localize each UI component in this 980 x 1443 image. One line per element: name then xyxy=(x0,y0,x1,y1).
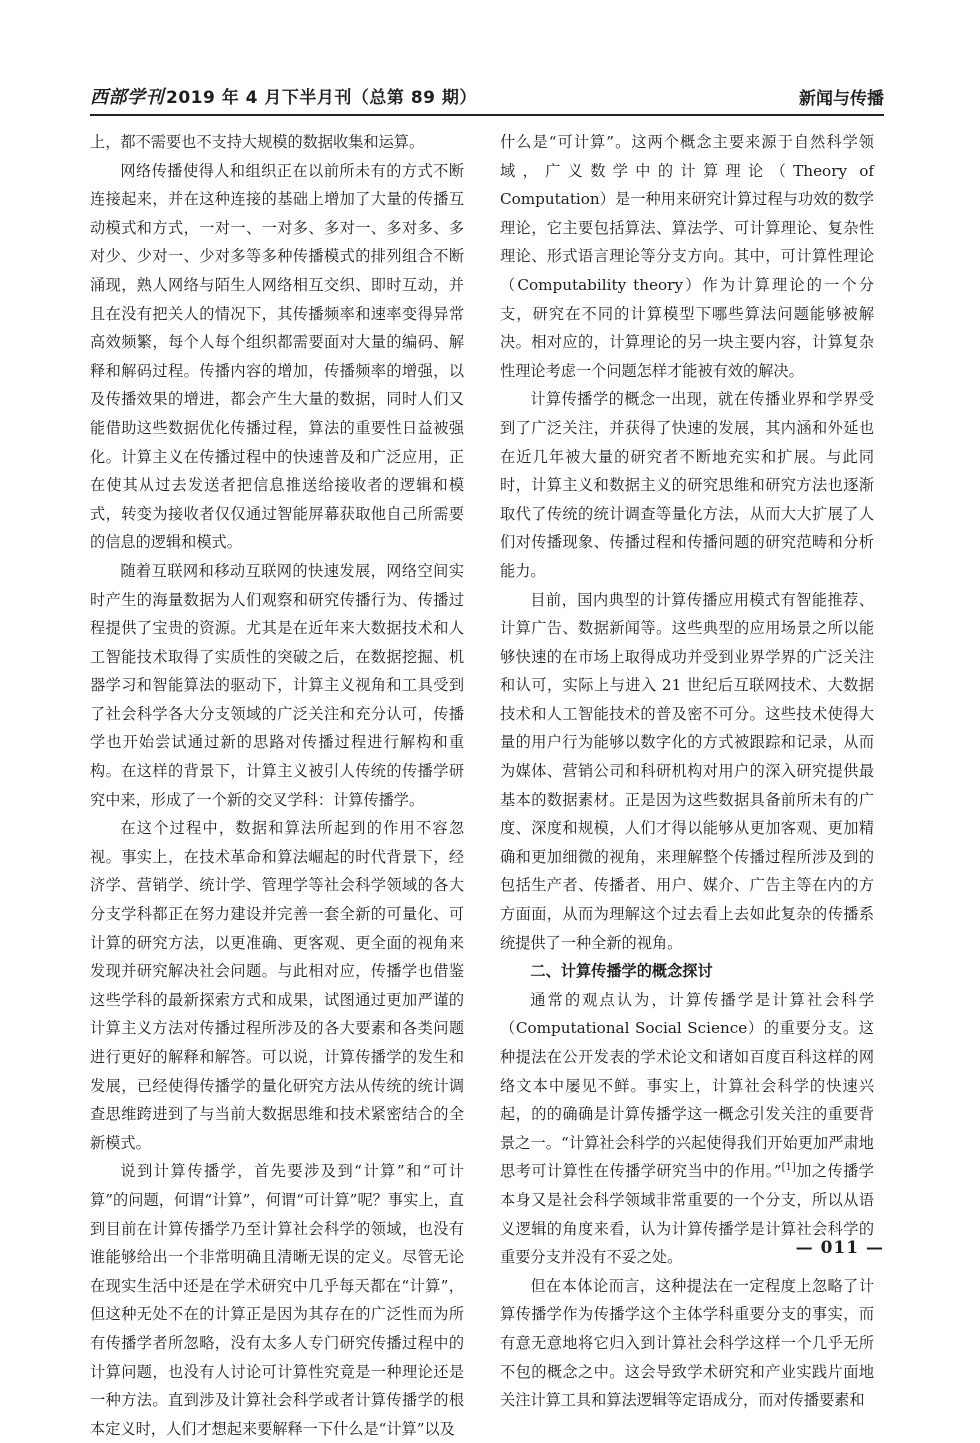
paragraph-text: 加之传播学本身又是社会科学领域非常重要的一个分支，所以从语义逻辑的角度来看，认为计算传播学是计算社会科学的重要分支并没有不妥之处。 xyxy=(500,1162,874,1267)
paragraph xyxy=(500,986,874,1272)
section-title: 新闻与传播 xyxy=(799,89,884,109)
journal-issue-line xyxy=(90,83,477,109)
section-heading: 二、计算传播学的概念探讨 xyxy=(530,962,713,981)
left-column xyxy=(90,128,464,1443)
right-column xyxy=(500,128,874,1415)
paragraph: 说到计算传播学，首先要涉及到“计算”和“可计算”的问题，何谓“计算”，何谓“可计算”呢？事实上，直到目前在计算传播学乃至计算社会科学的领域，也没有谁能够给出一个非常明确且清晰无误的定义。尽管无论在现实生活中还是在学术研究中几乎每天都在“计算”，但这种无处不在的计算正是因为其存在的广泛性而为所有传播学者所忽略，没有太多人专门研究传播过程中的计算问题，也没有人讨论可计算性究竟是一种理论还是一种方法。直到涉及计算社会科学或者计算传播学的根本定义时，人们才想起来要解释一下什么是“计算”以及 xyxy=(90,1162,464,1438)
paragraph: 随着互联网和移动互联网的快速发展，网络空间实时产生的海量数据为人们观察和研究传播行为、传播过程提供了宝贵的资源。尤其是在近年来大数据技术和人工智能技术取得了实质性的突破之后，在数据挖掘、机器学习和智能算法的驱动下，计算主义视角和工具受到了社会科学各大分支领域的广泛关注和充分认可，传播学也开始尝试通过新的思路对传播过程进行解构和重构。在这样的背景下，计算主义被引人传统的传播学研究中来，形成了一个新的交叉学科：计算传播学。 xyxy=(90,561,464,809)
journal-logo: 西部学刊 xyxy=(90,87,164,108)
paragraph: 上，都不需要也不支持大规模的数据收集和运算。 xyxy=(90,133,425,151)
paragraph: 在这个过程中，数据和算法所起到的作用不容忽视。事实上，在技术革命和算法崛起的时代背景下，经济学、营销学、统计学、管理学等社会科学领域的各大分支学科都正在努力建设并完善一套全新的可量化、可计算的研究方法，以更准确、更客观、更全面的视角来发现并研究解决社会问题。与此相对应，传播学也借鉴这些学科的最新探索方式和成果，试图通过更加严谨的计算主义方法对传播过程所涉及的各大要素和各类问题进行更好的解释和解答。可以说，计算传播学的发生和发展，已经使得传播学的量化研究方法从传统的统计调查思维跨进到了与当前大数据思维和技术紧密结合的全新模式。 xyxy=(90,819,464,1152)
paragraph: 目前，国内典型的计算传播应用模式有智能推荐、计算广告、数据新闻等。这些典型的应用场景之所以能够快速的在市场上取得成功并受到业界学界的广泛关注和认可，实际上与进入 21 世纪后互联网技术、大数据技术和人工智能技术的普及密不可分。这些技术使得大量的用户行为能够以数字化的方式被跟踪和记录，从而为媒体、营销公司和科研机构对用户的深入研究提供最基本的数据素材。正是因为这些数据具备前所未有的广度、深度和规模，人们才得以能够从更加客观、更加精确和更加细微的视角，来理解整个传播过程所涉及到的包括生产者、传播者、用户、媒介、广告主等在内的方方面面，从而为理解这个过去看上去如此复杂的传播系统提供了一种全新的视角。 xyxy=(500,590,874,952)
paragraph-text: 通常的观点认为，计算传播学是计算社会科学（Computational Social Science）的重要分支。这种提法在公开发表的学术论文和诸如百度百科这样的网络文本中屡见不鲜。事实上，计算社会科学的快速兴起，的的确确是计算传播学这一概念引发关注的重要背景之一。“计算社会科学的兴起使得我们开始更加严肃地思考可计算性在传播学研究当中的作用。” xyxy=(500,990,874,1181)
paragraph: 什么是“可计算”。这两个概念主要来源于自然科学领域，广义数学中的计算理论（Theory of Computation）是一种用来研究计算过程与功效的数学理论，它主要包括算法、算法学、可计算理论、复杂性理论、形式语言理论等分支方向。其中，可计算性理论（Computability theory）作为计算理论的一个分支，研究在不同的计算模型下哪些算法问题能够被解决。相对应的，计算理论的另一块主要内容，计算复杂性理论考虑一个问题怎样才能被有效的解决。 xyxy=(500,133,874,380)
issue-info: 2019 年 4 月下半月刊（总第 89 期） xyxy=(166,88,477,108)
running-header xyxy=(90,78,884,116)
citation-ref: [1] xyxy=(781,1162,796,1174)
paragraph: 但在本体论而言，这种提法在一定程度上忽略了计算传播学作为传播学这个主体学科重要分支的事实，而有意无意地将它归入到计算社会科学这样一个几乎无所不包的概念之中。这会导致学术研究和产业实践片面地关注计算工具和算法逻辑等定语成分，而对传播要素和 xyxy=(500,1276,874,1410)
paragraph: 网络传播使得人和组织正在以前所未有的方式不断连接起来，并在这种连接的基础上增加了大量的传播互动模式和方式，一对一、一对多、多对一、多对多、多对少、少对一、少对多等多种传播模式的排列组合不断涌现，熟人网络与陌生人网络相互交织、即时互动，并且在没有把关人的情况下，其传播频率和速率变得异常高效频繁，每个人每个组织都需要面对大量的编码、解释和解码过程。传播内容的增加，传播频率的增强，以及传播效果的增进，都会产生大量的数据，同时人们又能借助这些数据优化传播过程，算法的重要性日益被强化。计算主义在传播过程中的快速普及和广泛应用，正在使其从过去发送者把信息推送给接收者的逻辑和模式，转变为接收者仅仅通过智能屏幕获取他自己所需要的信息的逻辑和模式。 xyxy=(90,161,464,552)
paragraph: 计算传播学的概念一出现，就在传播业界和学界受到了广泛关注，并获得了快速的发展，其内涵和外延也在近几年被大量的研究者不断地充实和扩展。与此同时，计算主义和数据主义的研究思维和研究方法也逐渐取代了传统的统计调查等量化方法，从而大大扩展了人们对传播现象、传播过程和传播问题的研究范畴和分析能力。 xyxy=(500,390,874,580)
page-number: — 011 — xyxy=(795,1238,884,1258)
